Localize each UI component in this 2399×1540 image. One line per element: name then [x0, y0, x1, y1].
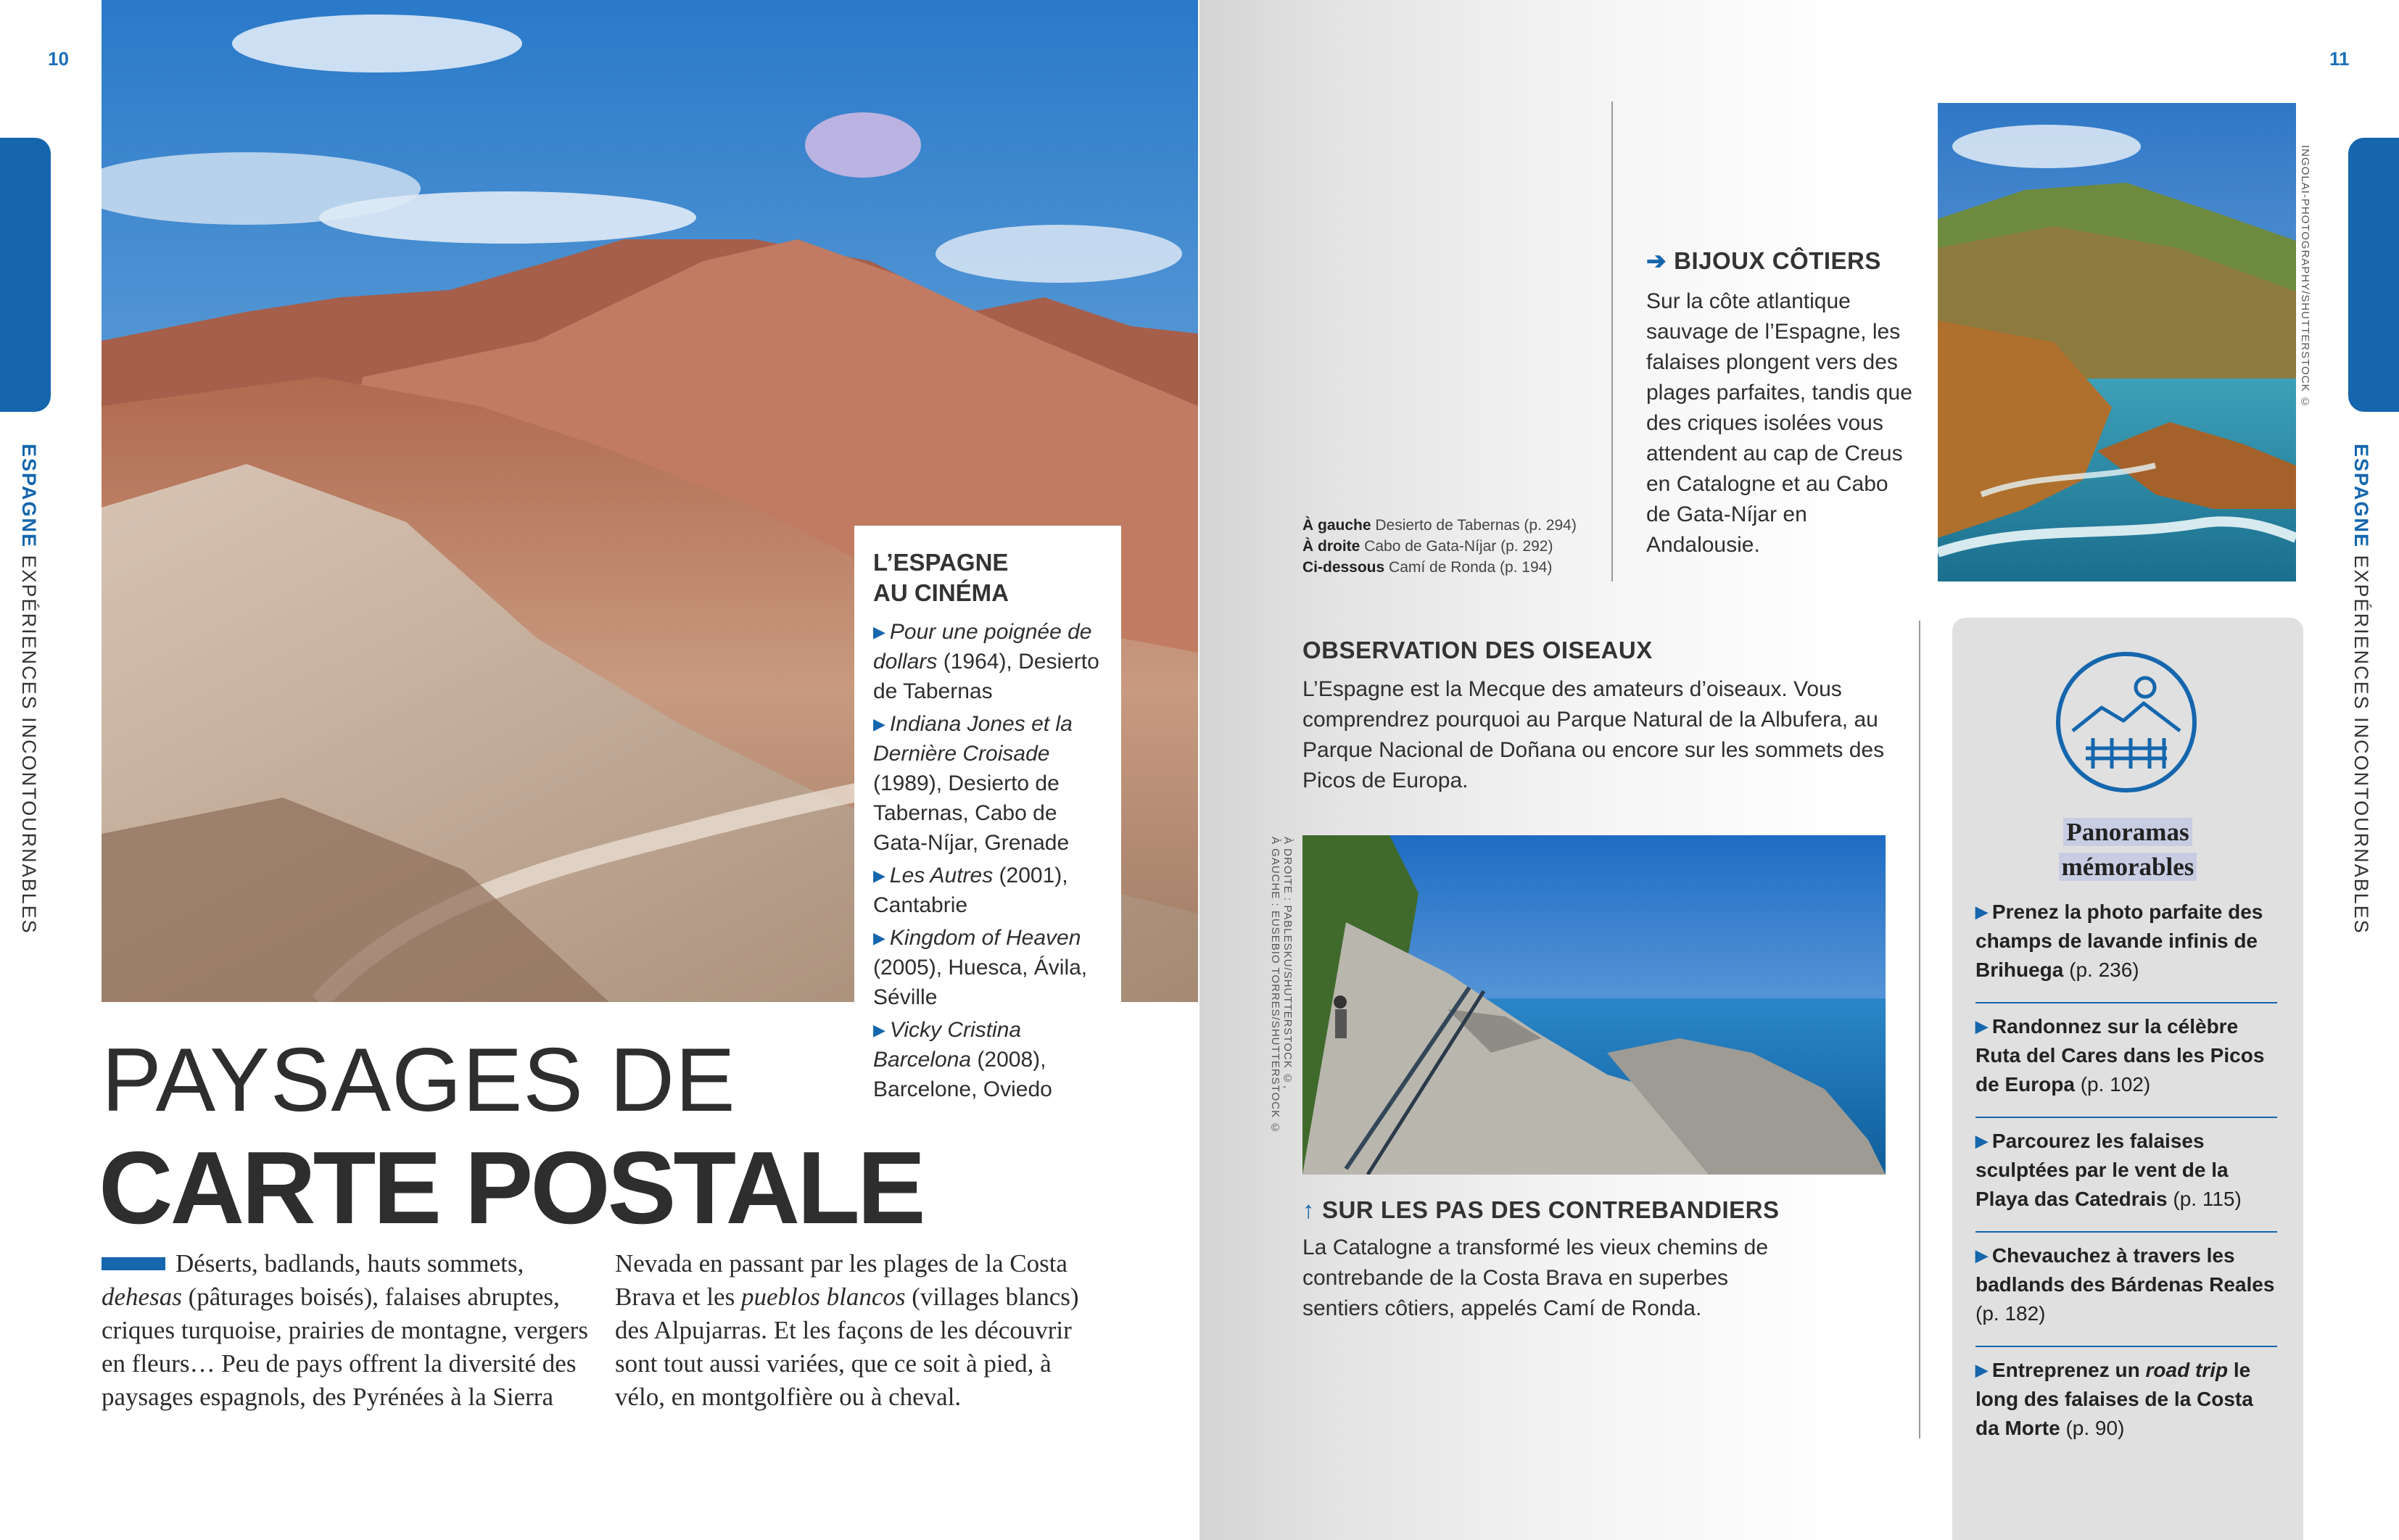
triangle-bullet-icon: ▶ [873, 715, 885, 733]
divider-line [1919, 621, 1920, 1438]
contrebandiers-text: La Catalogne a transformé les vieux chemins de contrebande de la Costa Brava en superbes sentiers côtiers, appelés Camí de Ronda. [1302, 1235, 1769, 1320]
oiseaux-text: L’Espagne est la Mecque des amateurs d’oiseaux. Vous comprendrez pourquoi au Parque Natural de la Albufera, au Parque Nacional de Doñana ou encore sur les sommets des Picos de Europa. [1302, 677, 1885, 792]
film-details: (1964), Desierto de Tabernas [873, 650, 1099, 703]
caption-text: Camí de Ronda (p. 194) [1384, 559, 1553, 576]
caption-label: Ci-dessous [1302, 559, 1385, 576]
right-chapter-tab [2348, 138, 2399, 412]
panorama-item [1975, 1127, 2277, 1214]
film-details: (1989), Desierto de Tabernas, Cabo de Gata-Níjar, Grenade [873, 771, 1070, 855]
panorama-page: (p. 102) [2074, 1073, 2151, 1096]
left-chapter-tab [0, 138, 51, 412]
panorama-text: Parcourez les falaises sculptées par le vent de la Playa das Catedrais [1975, 1130, 2229, 1210]
arrow-right-icon: ➔ [1646, 247, 1667, 274]
panorama-page: (p. 90) [2060, 1417, 2125, 1439]
photo-credit-mid [1269, 837, 1294, 1135]
chapter-rest: EXPÉRIENCES INCONTOURNABLES [2350, 548, 2372, 935]
panorama-text: le long des falaises de la Costa da Morte [1975, 1359, 2253, 1439]
intro-text: Déserts, badlands, hauts sommets, [176, 1249, 524, 1278]
section-title-text: BIJOUX CÔTIERS [1674, 247, 1881, 274]
panorama-text: Entreprenez un [1991, 1359, 2146, 1381]
panoramas-title [1952, 815, 2303, 885]
intro-text: Nevada en passant par les plages de la Costa Brava et les [615, 1249, 1068, 1311]
caption-line [1302, 515, 1607, 536]
triangle-bullet-icon: ▶ [1975, 1017, 1988, 1035]
caption-text: Desierto de Tabernas (p. 294) [1371, 517, 1577, 534]
panorama-item [1975, 1012, 2277, 1099]
intro-italic: dehesas [102, 1283, 182, 1311]
panorama-item [1975, 898, 2277, 985]
chapter-strong: ESPAGNE [18, 444, 40, 549]
panorama-item [1975, 1356, 2277, 1443]
panorama-page: (p. 236) [2063, 959, 2139, 981]
heading-light: PAYSAGES DE [102, 1030, 736, 1130]
caption-label: À droite [1302, 538, 1360, 555]
film-title: Vicky Cristina Barcelona [873, 1018, 1022, 1072]
caption-line [1302, 536, 1607, 557]
oiseaux-title: OBSERVATION DES OISEAUX [1302, 637, 1653, 663]
film-title: Les Autres [889, 864, 994, 887]
caption-line [1302, 557, 1607, 578]
landscape-fence-icon [2054, 650, 2199, 795]
intro-col-2 [615, 1247, 1094, 1414]
cami-de-ronda-photo [1302, 835, 1886, 1175]
panorama-page: (p. 182) [1975, 1302, 2046, 1325]
chapter-strong: ESPAGNE [2350, 444, 2372, 549]
left-chapter-label [17, 444, 40, 935]
panorama-page: (p. 115) [2167, 1188, 2242, 1210]
panorama-divider [1975, 1231, 2277, 1233]
triangle-bullet-icon: ▶ [1975, 903, 1988, 921]
film-title: Indiana Jones et la Dernière Croisade [873, 712, 1073, 766]
panoramas-box [1952, 618, 2303, 1540]
cinema-item [873, 1015, 1104, 1104]
triangle-bullet-icon: ▶ [1975, 1132, 1988, 1150]
intro-col-1 [102, 1247, 595, 1414]
panorama-divider [1975, 1117, 2277, 1118]
intro-italic: pueblos blancos [740, 1283, 906, 1311]
caption-label: À gauche [1302, 517, 1371, 534]
panoramas-title-line: Panoramas [2063, 818, 2192, 846]
intro-text: (pâturages boisés), falaises abruptes, criques turquoise, prairies de montagne, vergers en fleurs… Peu de pays offrent la diversité des paysages espagnols, des Pyrénées à la Sierra [102, 1283, 588, 1411]
credit-line: À GAUCHE : EUSEBIO TORRES/SHUTTERSTOCK © [1269, 837, 1281, 1135]
page-number-right: 11 [2329, 48, 2350, 70]
cinema-title-line1: L’ESPAGNE [873, 549, 1009, 576]
triangle-bullet-icon: ▶ [873, 1021, 885, 1039]
cinema-title [873, 547, 1104, 608]
film-details: (2005), Huesca, Ávila, Séville [873, 956, 1088, 1009]
intro-accent-bar [102, 1257, 165, 1270]
bijoux-title [1646, 247, 1881, 275]
cinema-item [873, 709, 1104, 858]
arrow-up-icon: ↑ [1302, 1196, 1315, 1223]
film-details: (2008), Barcelone, Oviedo [873, 1048, 1052, 1101]
section-title-text: SUR LES PAS DES CONTREBANDIERS [1322, 1196, 1780, 1223]
panorama-item [1975, 1241, 2277, 1328]
panoramas-title-line: mémorables [2059, 853, 2197, 881]
panorama-text: Chevauchez à travers les badlands des Bárdenas Reales [1975, 1244, 2275, 1296]
cinema-item [873, 923, 1104, 1012]
cinema-box [854, 526, 1121, 1127]
contrebandiers-title [1302, 1196, 1779, 1224]
panorama-italic: road trip [2145, 1359, 2229, 1381]
film-details: (2001), Cantabrie [873, 864, 1068, 917]
heading-bold: CARTE POSTALE [99, 1130, 923, 1246]
triangle-bullet-icon: ▶ [1975, 1246, 1988, 1264]
chapter-rest: EXPÉRIENCES INCONTOURNABLES [18, 548, 40, 935]
intro-text: (villages blancs) des Alpujarras. Et les façons de les découvrir sont tout aussi variées, que ce soit à pied, à vélo, en montgolfière ou à cheval. [615, 1283, 1079, 1411]
triangle-bullet-icon: ▶ [873, 929, 885, 947]
panorama-divider [1975, 1346, 2277, 1347]
triangle-bullet-icon: ▶ [1975, 1361, 1988, 1379]
cinema-title-line2: AU CINÉMA [873, 579, 1009, 606]
film-title: Kingdom of Heaven [889, 926, 1081, 950]
cinema-item [873, 617, 1104, 706]
panorama-text: Prenez la photo parfaite des champs de lavande infinis de Brihuega [1975, 901, 2263, 981]
right-chapter-label [2350, 444, 2372, 935]
divider-line [1611, 102, 1613, 581]
photo-captions [1302, 515, 1607, 578]
triangle-bullet-icon: ▶ [873, 623, 885, 641]
bijoux-text: Sur la côte atlantique sauvage de l’Espagne, les falaises plongent vers des plages parfaites, tandis que des criques isolées vous attendent au cap de Creus en Catalogne et au Cabo de Gata-Níjar en Andalousie. [1646, 289, 1912, 557]
credit-line: À DROITE : PABLESKU/SHUTTERSTOCK ©, [1281, 837, 1294, 1090]
photo-credit-top: INGOLAI-PHOTOGRAPHY/SHUTTERSTOCK © [2299, 145, 2311, 409]
panorama-text: Randonnez sur la célèbre Ruta del Cares dans les Picos de Europa [1975, 1015, 2265, 1096]
caption-text: Cabo de Gata-Níjar (p. 292) [1360, 538, 1553, 555]
coast-photo [1938, 103, 2296, 581]
triangle-bullet-icon: ▶ [873, 866, 885, 885]
film-title: Pour une poignée de dollars [873, 620, 1092, 674]
page-number-left: 10 [48, 48, 69, 70]
panorama-divider [1975, 1002, 2277, 1003]
cinema-item [873, 861, 1104, 920]
